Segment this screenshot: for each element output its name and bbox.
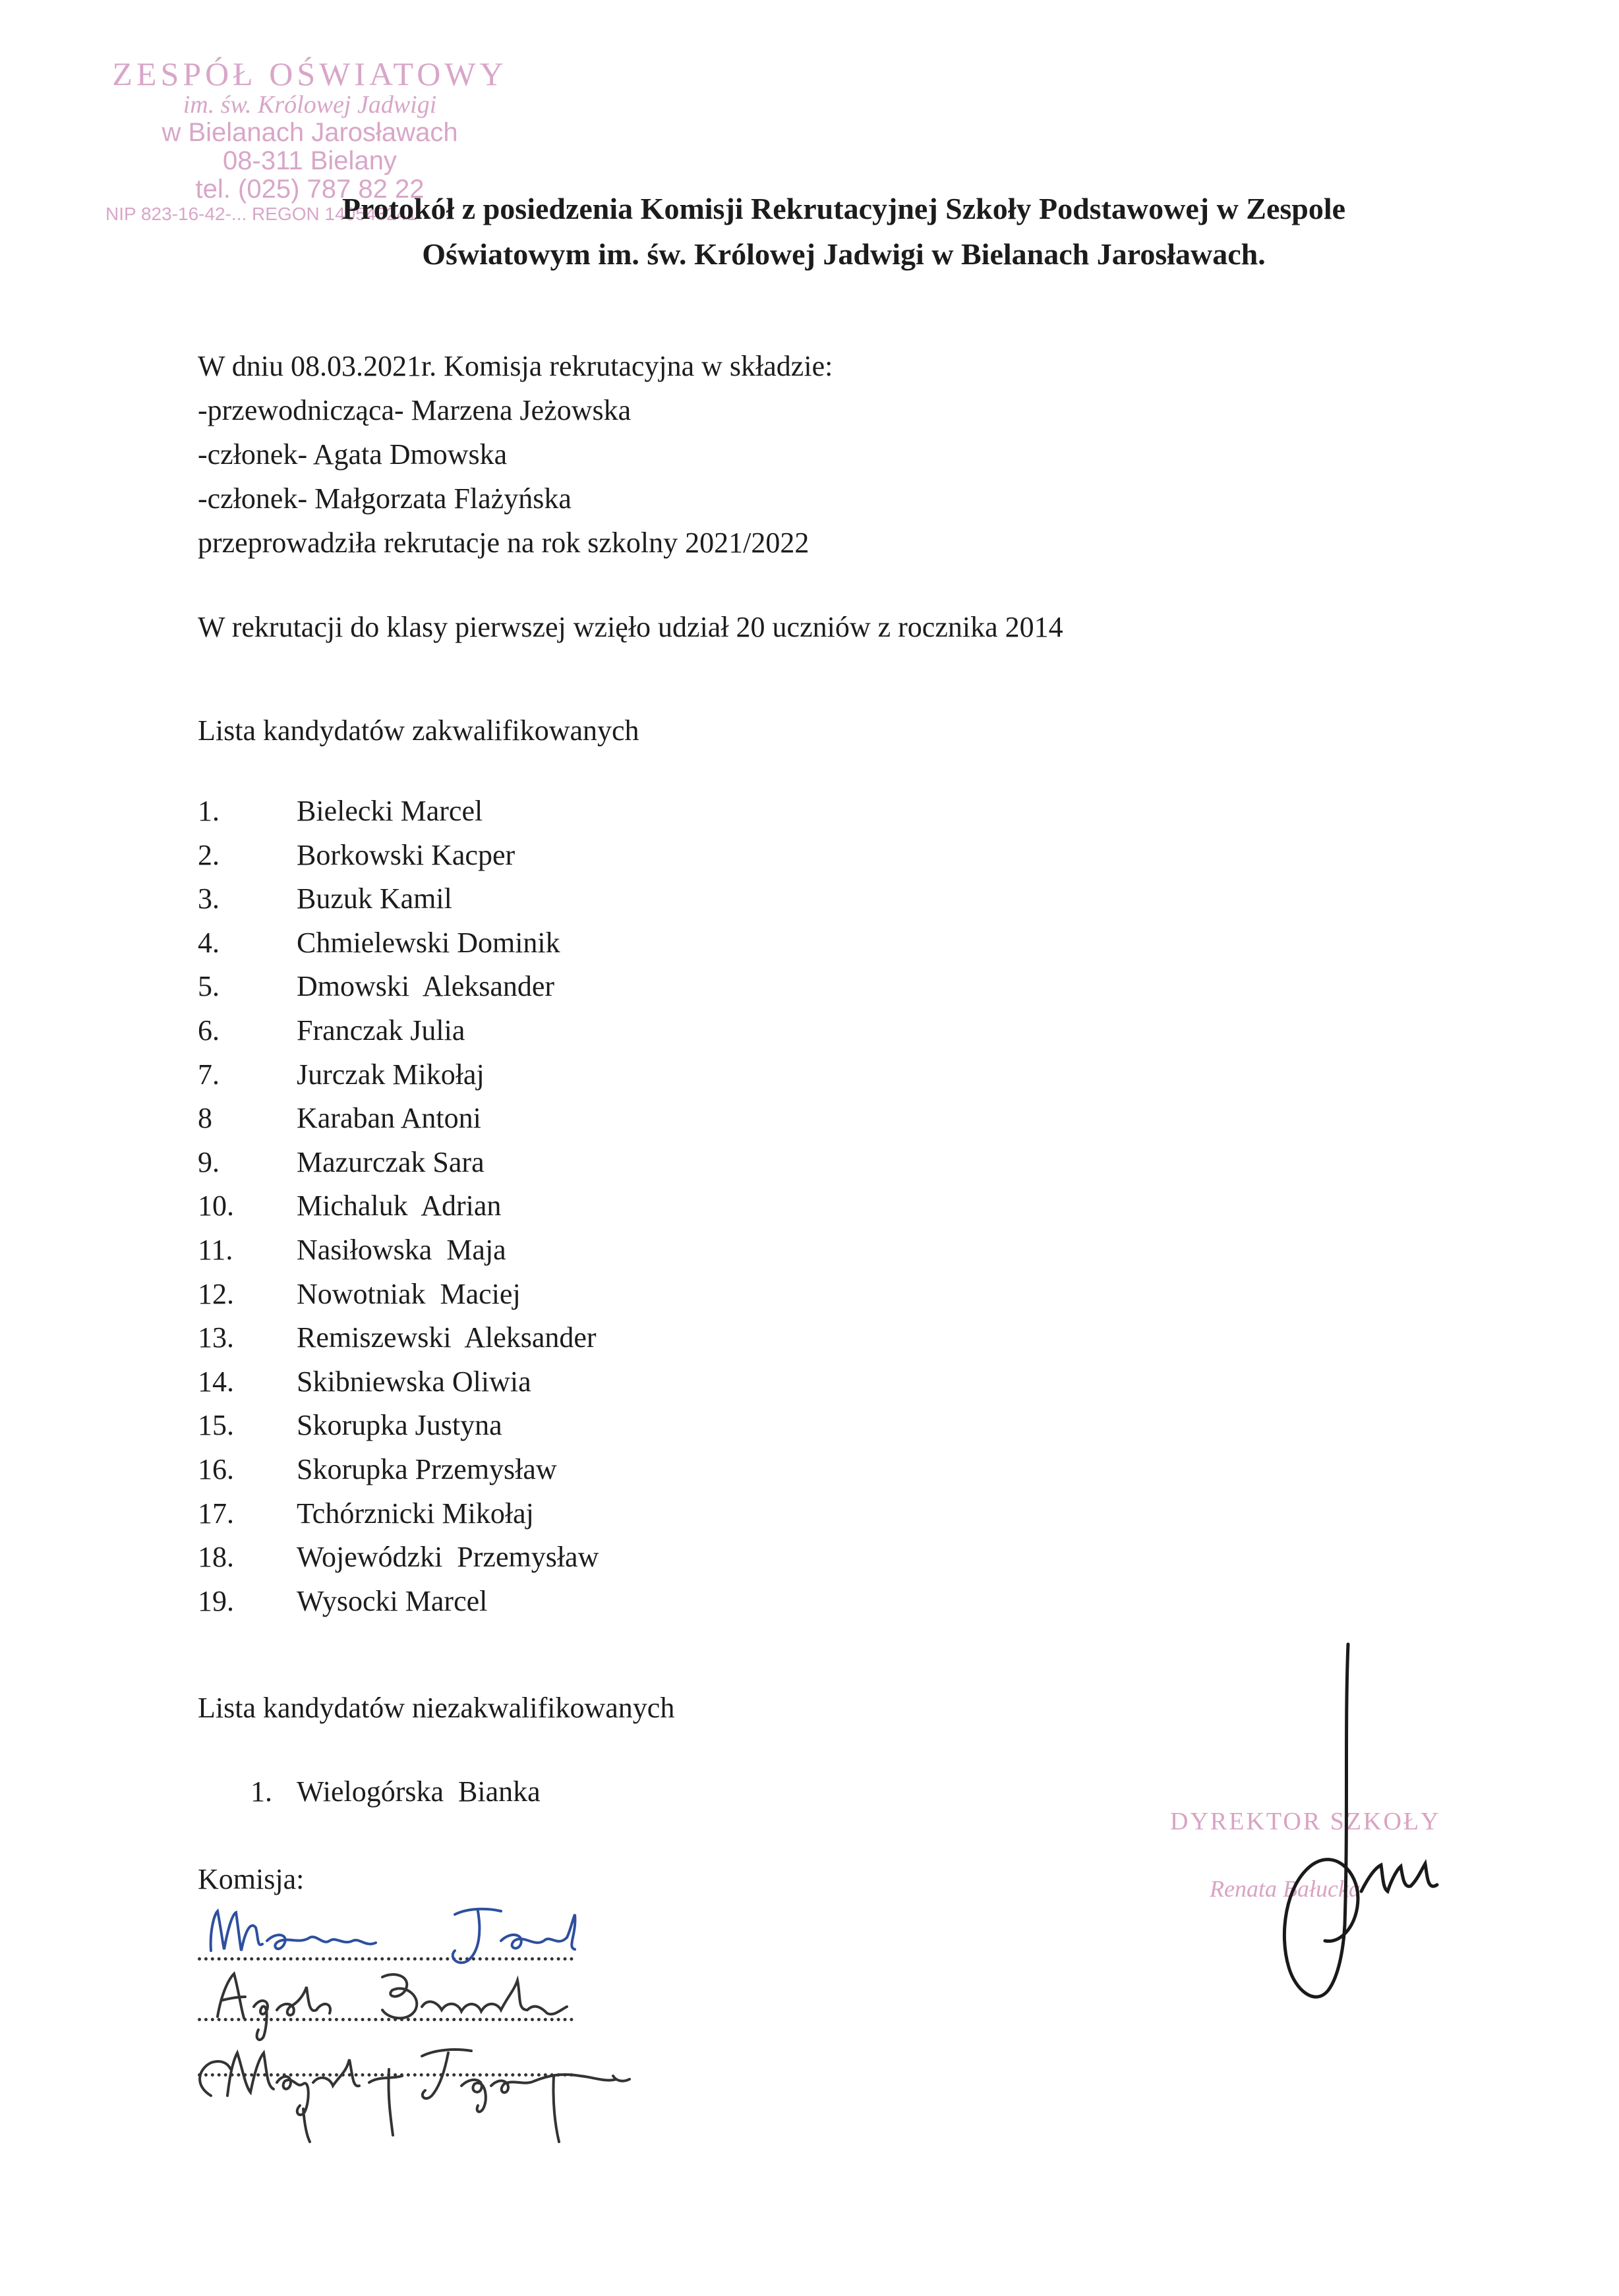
item-number: 13.: [198, 1321, 234, 1354]
candidate-name: Franczak Julia: [297, 1014, 465, 1047]
signature-director: [1284, 1644, 1437, 1997]
director-stamp-title: DYREKTOR SZKOŁY: [1170, 1808, 1441, 1835]
candidate-name: Buzuk Kamil: [297, 882, 452, 915]
candidate-name: Borkowski Kacper: [297, 838, 515, 871]
candidate-name: Bielecki Marcel: [297, 795, 483, 827]
signature-commission-3: [200, 2050, 630, 2142]
intro-line: -członek- Małgorzata Flażyńska: [198, 482, 572, 515]
candidate-name: Tchórznicki Mikołaj: [297, 1497, 534, 1530]
candidate-name: Nasiłowska Maja: [297, 1233, 506, 1266]
candidate-name: Dmowski Aleksander: [297, 970, 555, 1003]
candidate-name: Karaban Antoni: [297, 1102, 481, 1135]
commission-label: Komisja:: [198, 1863, 305, 1895]
candidate-name: Wielogórska Bianka: [297, 1775, 541, 1808]
item-number: 16.: [198, 1452, 234, 1485]
stamp-line: 08-311 Bielany: [223, 146, 397, 176]
item-number: 1.: [198, 795, 220, 827]
item-number: 12.: [198, 1277, 234, 1310]
signature-commission-2: [218, 1974, 567, 2040]
intro-line: W dniu 08.03.2021r. Komisja rekrutacyjna w składzie:: [198, 350, 833, 382]
title-line-2: Oświatowym im. św. Królowej Jadwigi w Bielanach Jarosławach.: [422, 237, 1266, 271]
candidate-name: Wojewódzki Przemysław: [297, 1541, 599, 1574]
item-number: 18.: [198, 1541, 234, 1574]
item-number: 8: [198, 1102, 212, 1135]
item-number: 4.: [198, 926, 220, 959]
item-number: 19.: [198, 1584, 234, 1617]
item-number: 1.: [250, 1775, 272, 1808]
intro-line: -członek- Agata Dmowska: [198, 438, 508, 471]
candidate-name: Wysocki Marcel: [297, 1584, 488, 1617]
item-number: 15.: [198, 1409, 234, 1442]
not-qualified-list-heading: Lista kandydatów niezakwalifikowanych: [198, 1692, 675, 1724]
item-number: 11.: [198, 1233, 233, 1266]
intro-line: -przewodnicząca- Marzena Jeżowska: [198, 394, 632, 426]
signature-commission-1: [211, 1909, 575, 1963]
candidate-name: Remiszewski Aleksander: [297, 1321, 597, 1354]
intro-line: przeprowadziła rekrutacje na rok szkolny 2021/2022: [198, 527, 810, 559]
candidate-name: Michaluk Adrian: [297, 1190, 502, 1222]
candidate-name: Skorupka Justyna: [297, 1409, 502, 1442]
stamp-line: ZESPÓŁ OŚWIATOWY: [112, 55, 508, 92]
candidate-name: Mazurczak Sara: [297, 1145, 485, 1178]
qualified-list-heading: Lista kandydatów zakwalifikowanych: [198, 714, 639, 747]
candidate-name: Skibniewska Oliwia: [297, 1365, 531, 1398]
item-number: 9.: [198, 1145, 220, 1178]
stamp-line: w Bielanach Jarosławach: [162, 118, 458, 148]
stamp-line: im. św. Królowej Jadwigi: [183, 91, 437, 119]
stamp-line: tel. (025) 787 82 22: [195, 175, 425, 204]
item-number: 14.: [198, 1365, 234, 1398]
item-number: 10.: [198, 1190, 234, 1222]
item-number: 3.: [198, 882, 220, 915]
candidate-name: Nowotniak Maciej: [297, 1277, 521, 1310]
item-number: 6.: [198, 1014, 220, 1047]
director-stamp-name: Renata Bałucka: [1210, 1876, 1361, 1902]
stamp-line: NIP 823-16-42-... REGON 140543241: [105, 203, 417, 224]
participation-text: W rekrutacji do klasy pierwszej wzięło udział 20 uczniów z rocznika 2014: [198, 611, 1063, 643]
item-number: 2.: [198, 838, 220, 871]
candidate-name: Jurczak Mikołaj: [297, 1058, 485, 1091]
item-number: 7.: [198, 1058, 220, 1091]
item-number: 5.: [198, 970, 220, 1003]
candidate-name: Skorupka Przemysław: [297, 1452, 557, 1485]
item-number: 17.: [198, 1497, 234, 1530]
title-line-1: Protokół z posiedzenia Komisji Rekrutacyjnej Szkoły Podstawowej w Zespole: [341, 192, 1346, 225]
candidate-name: Chmielewski Dominik: [297, 926, 560, 959]
